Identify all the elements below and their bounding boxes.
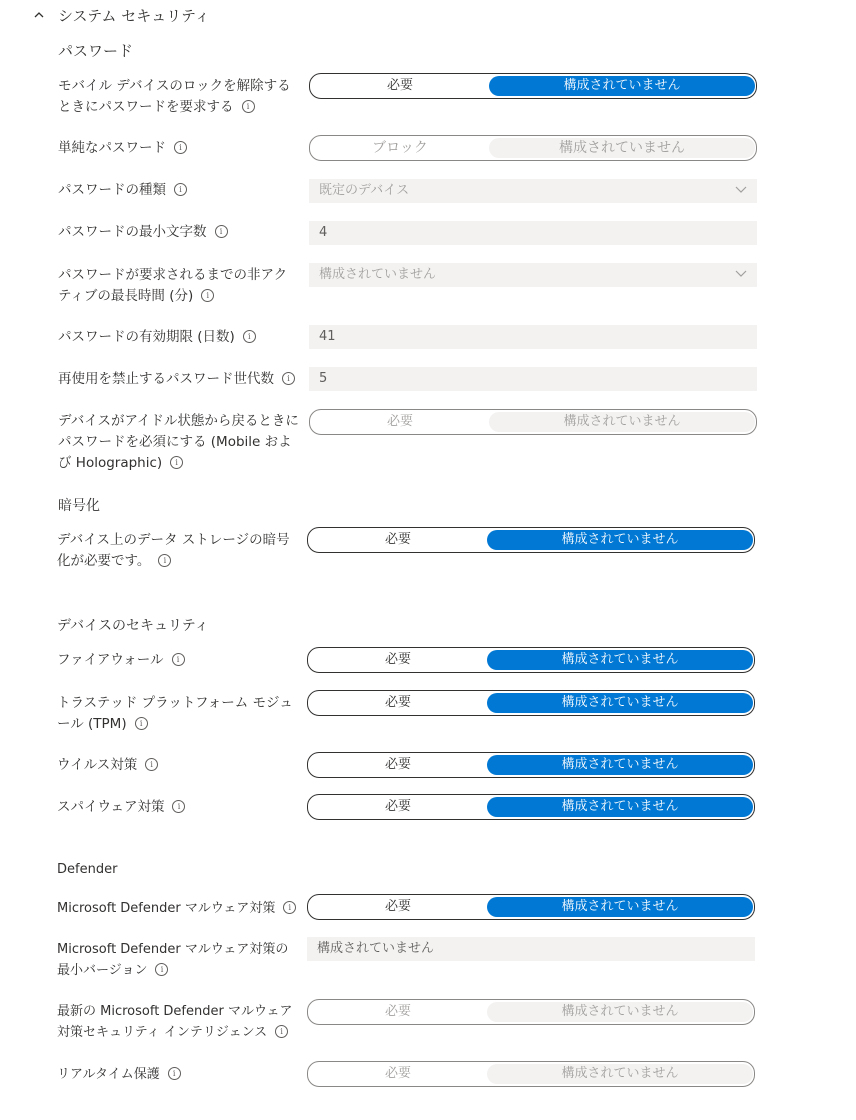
password-heading: パスワード — [58, 42, 134, 60]
info-icon[interactable]: i — [168, 1067, 181, 1080]
info-icon[interactable]: i — [283, 901, 296, 914]
info-icon[interactable]: i — [155, 963, 168, 976]
defender-antimalware-label: Microsoft Defender マルウェア対策 i — [57, 898, 299, 919]
info-icon[interactable]: i — [242, 100, 255, 113]
section-header[interactable] — [34, 4, 210, 26]
tpm-toggle[interactable] — [307, 690, 755, 716]
inactivity-value: 構成されていません — [319, 267, 437, 282]
option-not-configured[interactable]: 構成されていません — [487, 693, 753, 713]
simple-password-toggle[interactable] — [309, 135, 757, 161]
tpm-label: トラステッド プラットフォーム モジュール (TPM) i — [57, 695, 293, 732]
option-required[interactable]: 必要 — [384, 899, 411, 914]
realtime-protection-label: リアルタイム保護 i — [57, 1064, 299, 1085]
encryption-heading: 暗号化 — [58, 498, 100, 514]
option-required[interactable]: 必要 — [384, 1004, 411, 1019]
info-icon[interactable]: i — [145, 758, 158, 771]
storage-encryption-toggle[interactable] — [307, 527, 755, 553]
idle-password-toggle[interactable] — [309, 409, 757, 435]
unlock-password-label: モバイル デバイスのロックを解除するときにパスワードを要求する i — [58, 78, 291, 115]
option-block[interactable]: ブロック — [372, 140, 428, 156]
antispyware-toggle[interactable] — [307, 794, 755, 820]
antispyware-label: スパイウェア対策 i — [57, 797, 299, 818]
expiration-field[interactable]: 41 — [309, 325, 757, 349]
antivirus-label: ウイルス対策 i — [57, 755, 299, 776]
option-required[interactable]: 必要 — [386, 78, 413, 93]
option-required[interactable]: 必要 — [384, 652, 411, 667]
reuse-field[interactable]: 5 — [309, 367, 757, 391]
inactivity-label: パスワードが要求されるまでの非アクティブの最長時間 (分) i — [58, 267, 288, 304]
info-icon[interactable]: i — [172, 653, 185, 666]
defender-heading: Defender — [57, 862, 118, 877]
idle-password-label: デバイスがアイドル状態から戻るときにパスワードを必須にする (Mobile および Holographic) i — [58, 413, 299, 471]
defender-intelligence-toggle[interactable] — [307, 999, 755, 1025]
option-not-configured[interactable]: 構成されていません — [489, 138, 755, 158]
min-length-label: パスワードの最小文字数 i — [58, 222, 300, 243]
info-icon[interactable]: i — [174, 183, 187, 196]
antivirus-toggle[interactable] — [307, 752, 755, 778]
chevron-down-icon — [735, 270, 747, 278]
chevron-up-icon — [34, 10, 44, 20]
option-not-configured[interactable]: 構成されていません — [487, 797, 753, 817]
device-security-heading: デバイスのセキュリティ — [57, 618, 209, 634]
info-icon[interactable]: i — [158, 554, 171, 567]
option-not-configured[interactable]: 構成されていません — [487, 650, 753, 670]
option-required[interactable]: 必要 — [384, 799, 411, 814]
password-type-label: パスワードの種類 i — [58, 180, 300, 201]
realtime-protection-toggle[interactable] — [307, 1061, 755, 1087]
option-required[interactable]: 必要 — [384, 532, 411, 547]
firewall-toggle[interactable] — [307, 647, 755, 673]
section-title: システム セキュリティ — [58, 6, 210, 25]
defender-min-version-field[interactable]: 構成されていません — [307, 937, 755, 961]
info-icon[interactable]: i — [201, 289, 214, 302]
defender-intelligence-label: 最新の Microsoft Defender マルウェア対策セキュリティ インテリジェンス i — [57, 1004, 293, 1040]
option-not-configured[interactable]: 構成されていません — [489, 412, 755, 432]
option-not-configured[interactable]: 構成されていません — [487, 1064, 753, 1084]
option-not-configured[interactable]: 構成されていません — [487, 530, 753, 550]
info-icon[interactable]: i — [170, 456, 183, 469]
option-required[interactable]: 必要 — [384, 757, 411, 772]
expiration-label: パスワードの有効期限 (日数) i — [58, 327, 300, 348]
option-not-configured[interactable]: 構成されていません — [487, 755, 753, 775]
option-required[interactable]: 必要 — [384, 695, 411, 710]
info-icon[interactable]: i — [243, 330, 256, 343]
info-icon[interactable]: i — [275, 1025, 288, 1038]
defender-min-version-label: Microsoft Defender マルウェア対策の最小バージョン i — [57, 942, 289, 978]
password-type-value: 既定のデバイス — [319, 183, 410, 198]
option-not-configured[interactable]: 構成されていません — [487, 1002, 753, 1022]
info-icon[interactable]: i — [172, 800, 185, 813]
chevron-down-icon — [735, 186, 747, 194]
info-icon[interactable]: i — [282, 372, 295, 385]
defender-antimalware-toggle[interactable] — [307, 894, 755, 920]
storage-encryption-label: デバイス上のデータ ストレージの暗号化が必要です。 i — [57, 532, 290, 569]
option-not-configured[interactable]: 構成されていません — [487, 897, 753, 917]
option-required[interactable]: 必要 — [384, 1066, 411, 1081]
min-length-field[interactable]: 4 — [309, 221, 757, 245]
password-type-dropdown[interactable] — [309, 179, 757, 203]
info-icon[interactable]: i — [174, 141, 187, 154]
info-icon[interactable]: i — [215, 225, 228, 238]
inactivity-dropdown[interactable] — [309, 263, 757, 287]
firewall-label: ファイアウォール i — [57, 650, 299, 671]
info-icon[interactable]: i — [135, 717, 148, 730]
option-not-configured[interactable]: 構成されていません — [489, 76, 755, 96]
simple-password-label: 単純なパスワード i — [58, 138, 300, 159]
unlock-password-toggle[interactable] — [309, 73, 757, 99]
reuse-label: 再使用を禁止するパスワード世代数 i — [58, 369, 300, 390]
option-required[interactable]: 必要 — [386, 414, 413, 429]
